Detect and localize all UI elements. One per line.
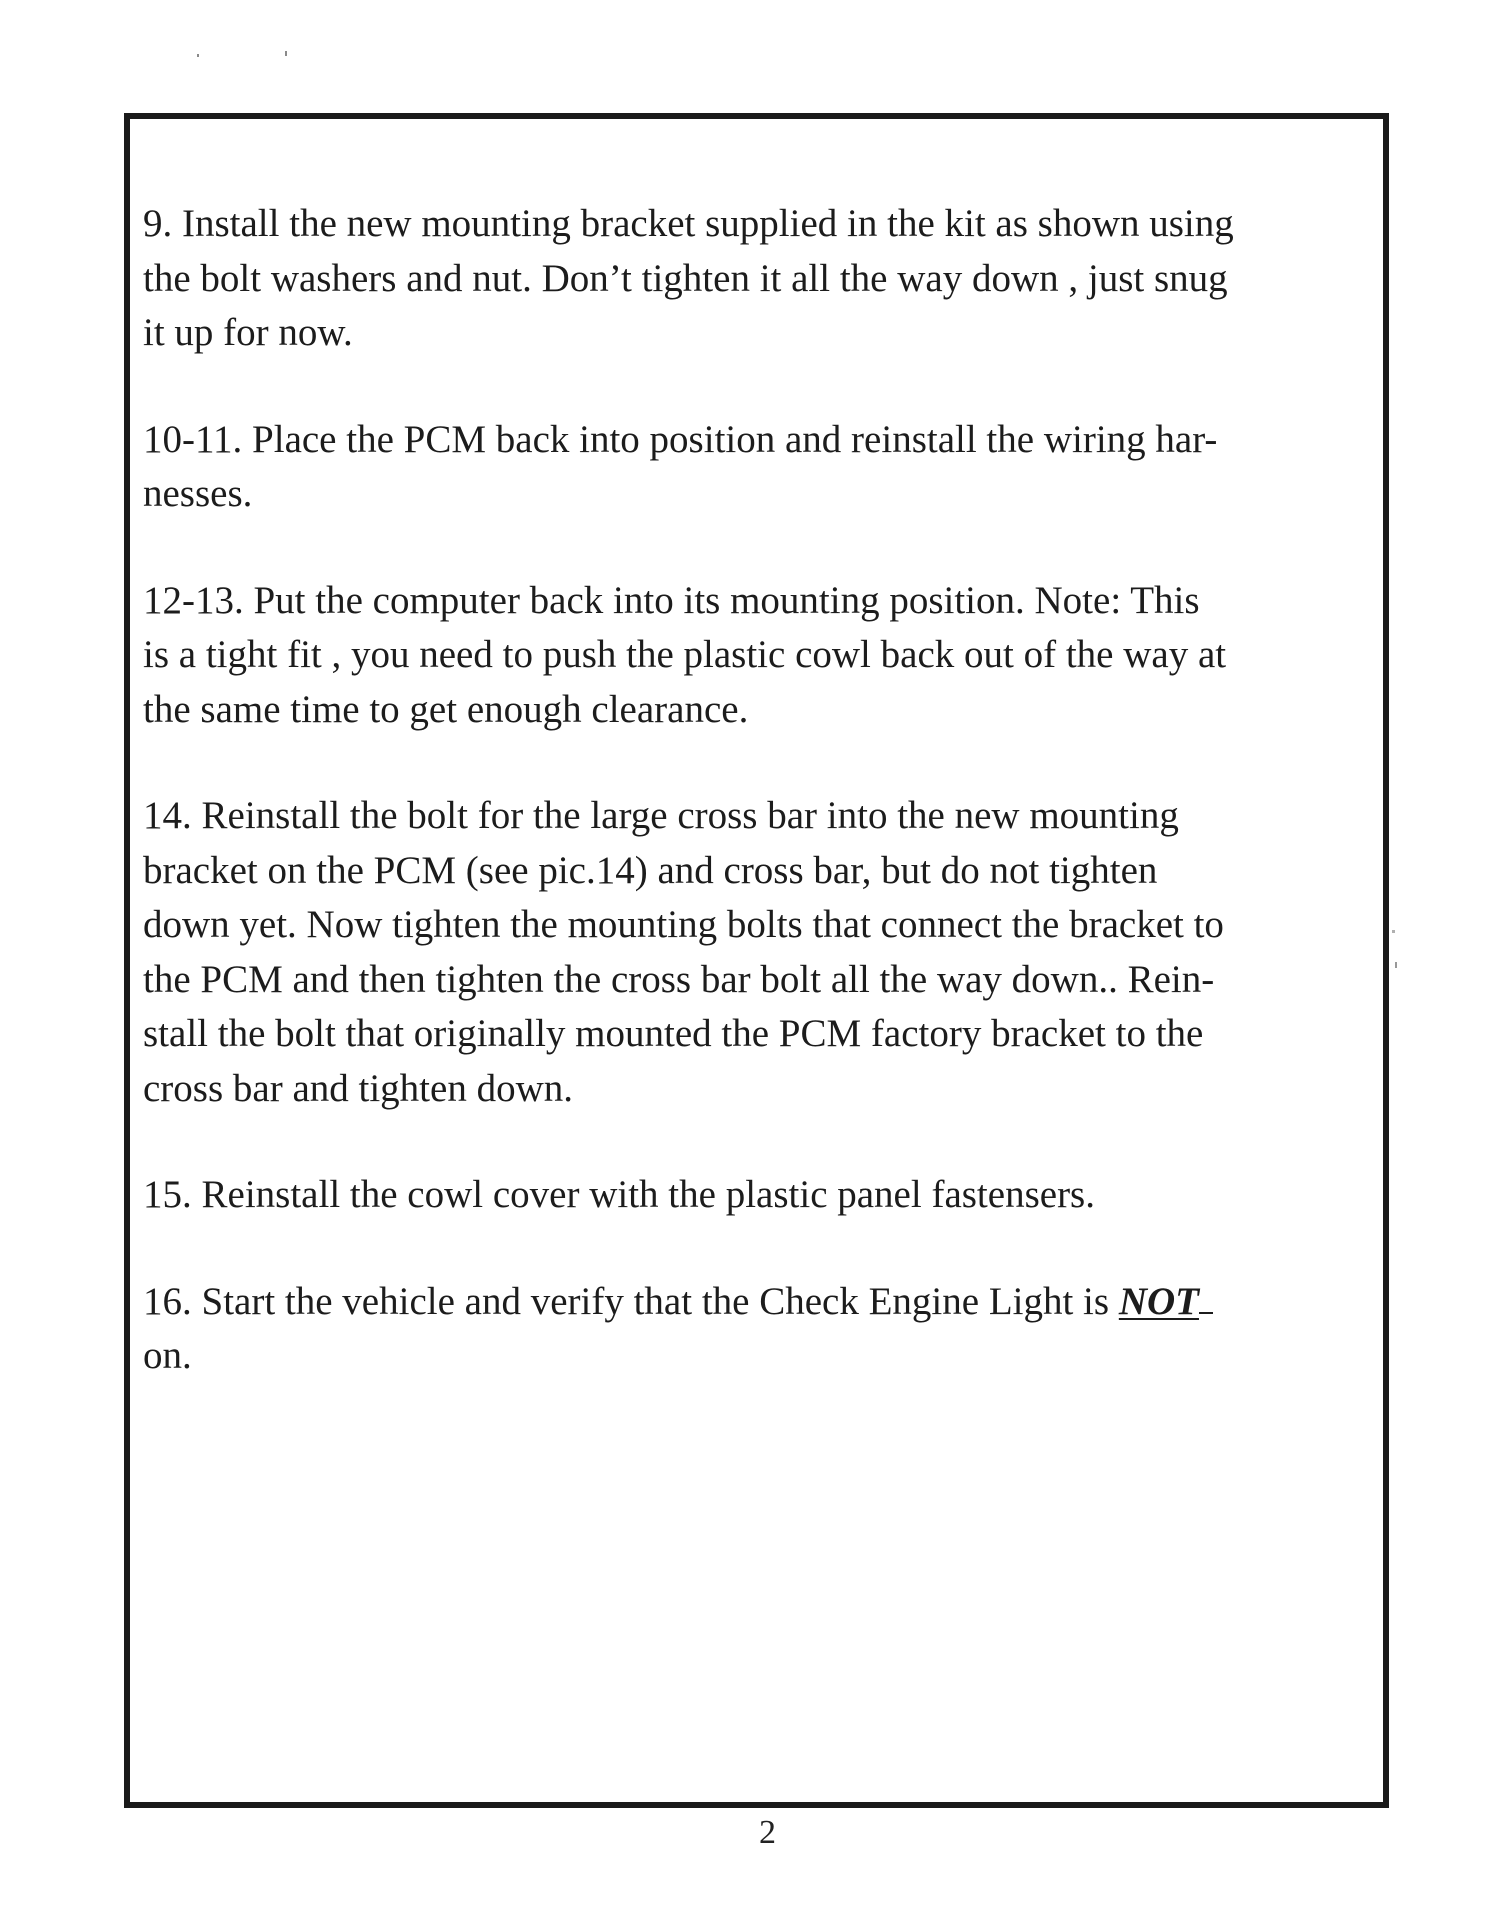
text-line: nesses. <box>143 472 253 515</box>
step-16-prefix: 16. Start the vehicle and verify that the Check Engine Light is <box>143 1279 1119 1323</box>
text-line: the PCM and then tighten the cross bar bolt all the way down.. Rein- <box>143 957 1215 1001</box>
step-16 <box>143 1275 1383 1384</box>
text-line: on. <box>143 1334 192 1377</box>
step-12-13 <box>143 574 1383 738</box>
text-line: 12-13. Put the computer back into its mounting position. Note: This <box>143 578 1200 622</box>
text-line: 9. Install the new mounting bracket supplied in the kit as shown using <box>143 202 1234 245</box>
instructions-body <box>143 197 1383 1436</box>
text-line <box>143 1275 1383 1330</box>
text-line: the same time to get enough clearance. <box>143 687 749 731</box>
text-line: stall the bolt that originally mounted the PCM factory bracket to the <box>143 1012 1204 1055</box>
step-10-11 <box>143 413 1383 522</box>
text-line: 15. Reinstall the cowl cover with the plastic panel fastensers. <box>143 1173 1095 1216</box>
text-line: is a tight fit , you need to push the plastic cowl back out of the way at <box>143 633 1227 676</box>
not-emphasis: NOT <box>1118 1279 1199 1323</box>
text-line: down yet. Now tighten the mounting bolts that connect the bracket to <box>143 903 1224 946</box>
text-line: the bolt washers and nut. Don’t tighten it all the way down , just snug <box>143 256 1228 300</box>
text-line: it up for now. <box>143 311 353 354</box>
step-15 <box>143 1168 1383 1223</box>
underline-tail <box>1199 1276 1213 1314</box>
step-9 <box>143 197 1383 361</box>
text-line: 10-11. Place the PCM back into position and reinstall the wiring har- <box>143 417 1218 461</box>
text-line: 14. Reinstall the bolt for the large cross bar into the new mounting <box>143 794 1179 837</box>
text-line: bracket on the PCM (see pic.14) and cross bar, but do not tighten <box>143 848 1158 892</box>
step-14 <box>143 789 1383 1116</box>
page-number: 2 <box>759 1814 776 1851</box>
text-line: cross bar and tighten down. <box>143 1066 573 1110</box>
